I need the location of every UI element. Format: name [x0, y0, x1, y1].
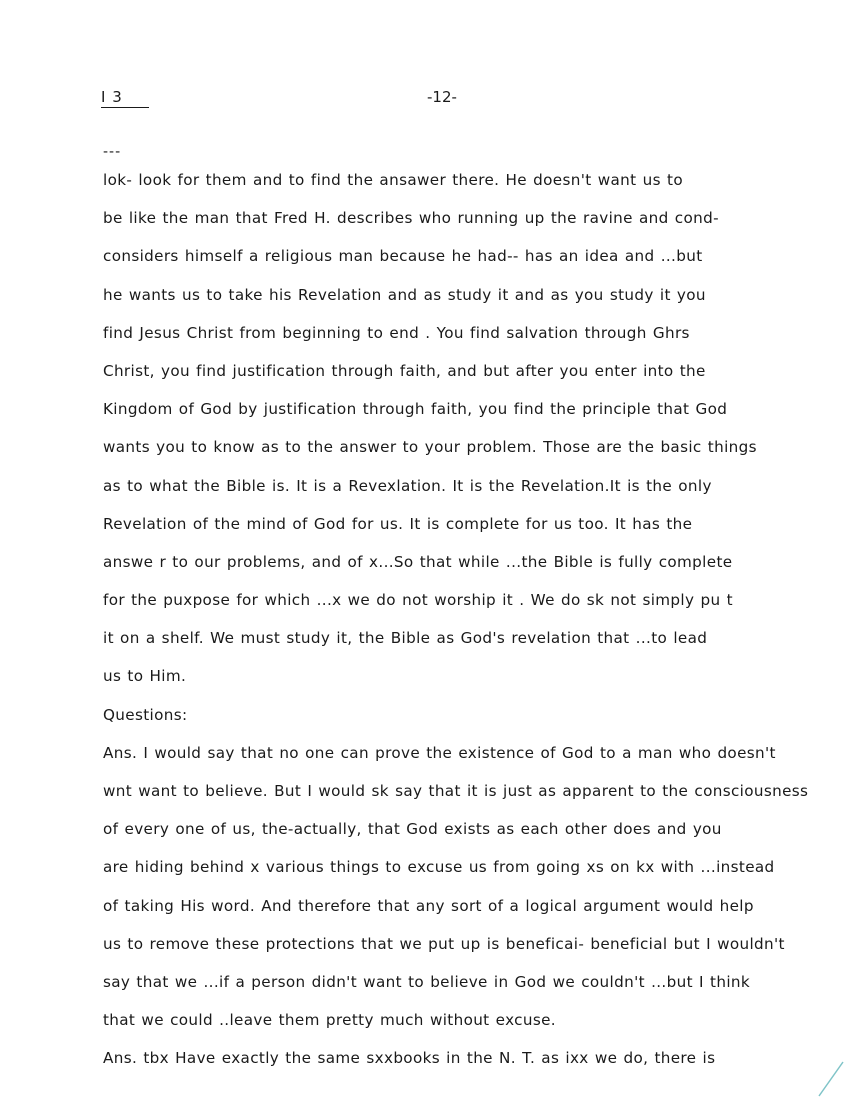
transcript-line: find Jesus Christ from beginning to end . You find salvation through Ghrs: [103, 323, 690, 342]
transcript-line: that we could ..leave them pretty much without excuse.: [103, 1011, 556, 1030]
transcript-line: lok- look for them and to find the ansawer there. He doesn't want us to: [103, 171, 683, 189]
transcript-line: of taking His word. And therefore that any sort of a logical argument would help: [103, 896, 754, 915]
transcript-line: Kingdom of God by justification through faith, you find the principle that God: [103, 400, 728, 419]
transcript-line: it on a shelf. We must study it, the Bible as God's revelation that ...to lead: [103, 629, 708, 648]
transcript-line: us to Him.: [103, 667, 187, 686]
transcript-line: of every one of us, the-actually, that God exists as each other does and you: [103, 820, 722, 839]
transcript-line: Ans. I would say that no one can prove the existence of God to a man who doesn't: [103, 743, 776, 762]
transcript-line: answe r to our problems, and of x...So that while ...the Bible is fully complete: [103, 552, 733, 571]
transcript-line: be like the man that Fred H. describes who running up the ravine and cond-: [103, 209, 719, 228]
transcript-line: as to what the Bible is. It is a Revexlation. It is the Revelation.It is the only: [103, 476, 712, 495]
transcript-line: us to remove these protections that we put up is beneficai- beneficial but I wouldn't: [103, 934, 785, 953]
page-label: I 3: [101, 88, 149, 108]
section-heading: Questions:: [103, 705, 188, 724]
page-number: -12-: [427, 88, 457, 106]
transcript-line: wants you to know as to the answer to your problem. Those are the basic things: [103, 438, 757, 457]
transcript-line: he wants us to take his Revelation and as study it and as you study it you: [103, 285, 706, 304]
transcript-line: wnt want to believe. But I would sk say that it is just as apparent to the consciousness: [103, 782, 809, 800]
transcript-body: [103, 161, 843, 1078]
transcript-line: for the puxpose for which ...x we do not worship it . We do sk not simply pu t: [103, 591, 733, 610]
transcript-line: say that we ...if a person didn't want to believe in God we couldn't ...but I think: [103, 972, 751, 991]
transcript-line: Ans. tbx Have exactly the same sxxbooks in the N. T. as ixx we do, there is: [103, 1049, 716, 1068]
transcript-line: Revelation of the mind of God for us. It is complete for us too. It has the: [103, 514, 693, 533]
pen-stroke-mark: [815, 1058, 845, 1098]
transcript-line: considers himself a religious man because he had-- has an idea and ...but: [103, 247, 703, 266]
transcript-line: are hiding behind x various things to excuse us from going xs on kx with ...instead: [103, 858, 775, 877]
transcript-line: Christ, you find justification through faith, and but after you enter into the: [103, 361, 706, 380]
paragraph-dashes: ---: [103, 144, 122, 160]
